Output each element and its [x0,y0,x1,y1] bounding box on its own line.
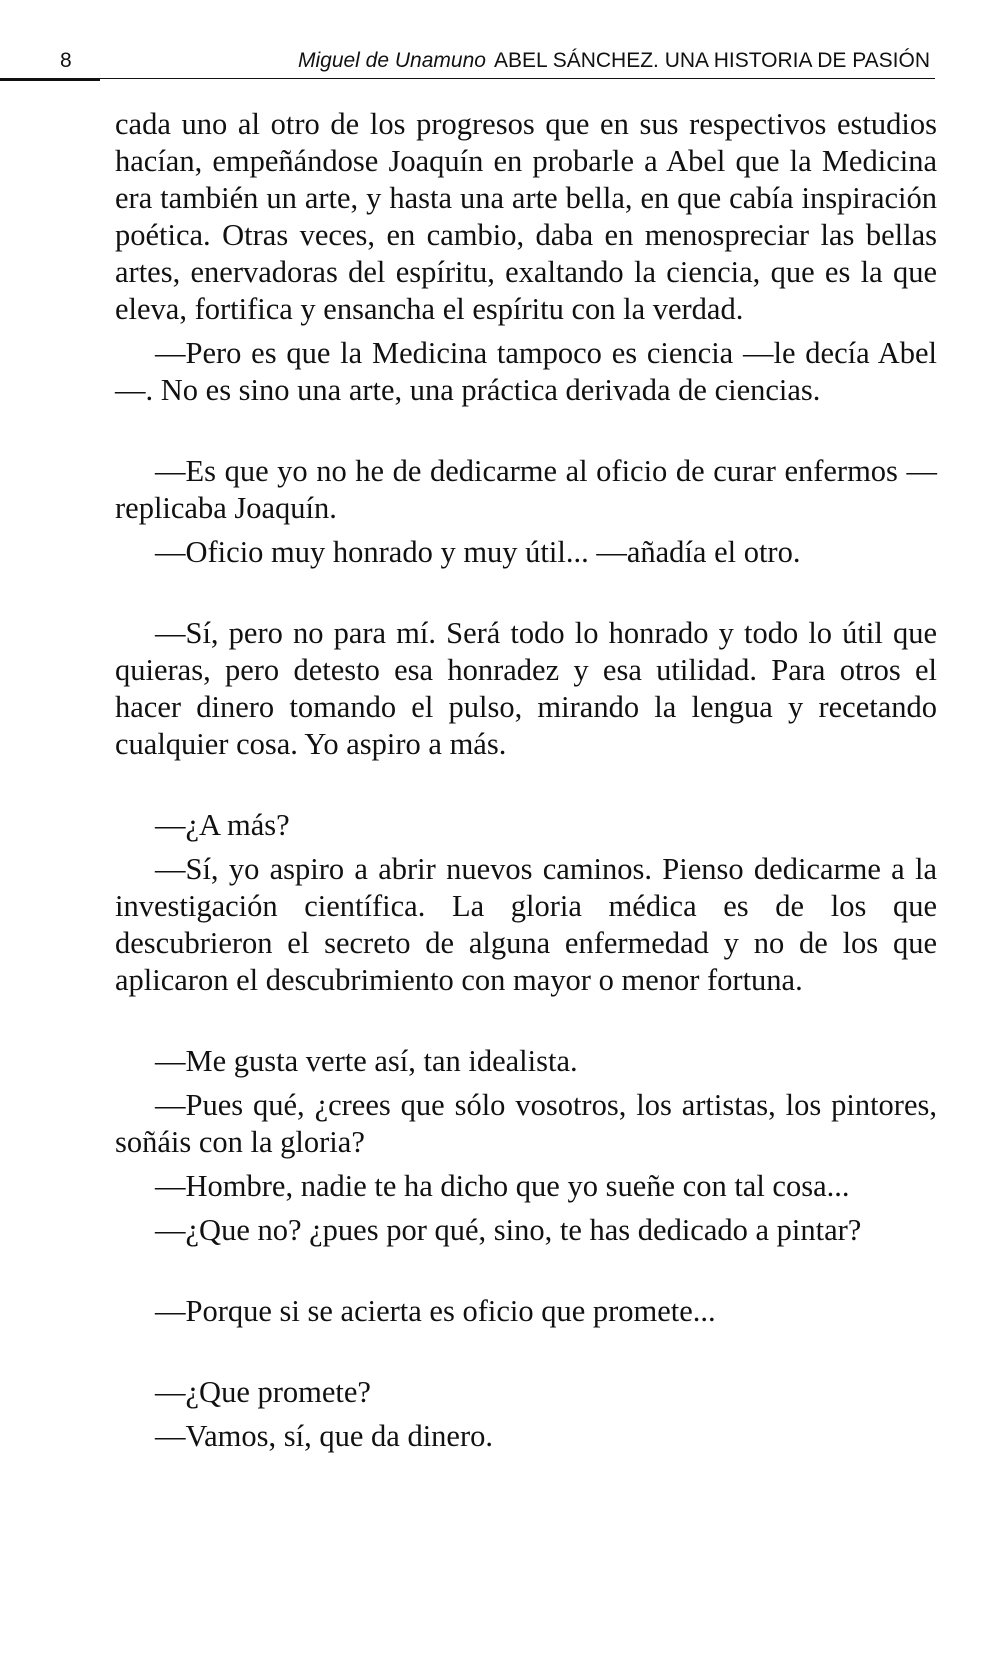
paragraph: —Sí, pero no para mí. Será todo lo honrado y todo lo útil que quieras, pero detesto esa honradez y esa utilidad. Para otros el hacer dinero tomando el pulso, mirando la lengua y recetando cualquier cosa. Yo aspiro a más. [115,616,937,761]
paragraph: —Pues qué, ¿crees que sólo vosotros, los artistas, los pintores, soñáis con la gloria? [115,1088,937,1159]
running-head [298,49,930,73]
paragraph: —Sí, yo aspiro a abrir nuevos caminos. Pienso dedicarme a la investigación científica. La gloria médica es de los que descubrieron el secreto de alguna enfermedad y no de los que aplicaron el descubrimiento con mayor o menor fortuna. [115,852,937,997]
paragraph: cada uno al otro de los progresos que en sus respectivos estudios hacían, empeñándose Joaquín en probarle a Abel que la Medicina era también un arte, y hasta una arte bella, en que cabía inspiración poética. Otras veces, en cambio, daba en menospreciar las bellas artes, enervadoras del espíritu, exaltando la ciencia, que es la que eleva, fortifica y ensancha el espíritu con la verdad. [115,107,937,326]
author-name: Miguel de Unamuno [297,49,486,72]
paragraph: —Oficio muy honrado y muy útil... —añadía el otro. [155,535,801,569]
paragraph: —Pero es que la Medicina tampoco es ciencia —le decía Abel—. No es sino una arte, una práctica derivada de ciencias. [115,336,937,407]
header-rule [100,78,935,79]
paragraph: —Porque si se acierta es oficio que promete... [155,1294,716,1328]
paragraph: —¿A más? [155,808,290,842]
page-number: 8 [60,49,72,72]
paragraph: —¿Que promete? [155,1375,371,1409]
paragraph: —Me gusta verte así, tan idealista. [155,1044,578,1078]
book-title: ABEL SÁNCHEZ. UNA HISTORIA DE PASIÓN [493,49,930,72]
page-header [0,0,1000,80]
paragraph: —¿Que no? ¿pues por qué, sino, te has dedicado a pintar? [155,1213,862,1247]
body-text [115,106,937,1455]
paragraph: —Es que yo no he de dedicarme al oficio de curar enfermos —replicaba Joaquín. [115,454,937,525]
paragraph: —Vamos, sí, que da dinero. [155,1419,493,1453]
header-rule-thick [0,78,100,81]
paragraph: —Hombre, nadie te ha dicho que yo sueñe con tal cosa... [155,1169,850,1203]
